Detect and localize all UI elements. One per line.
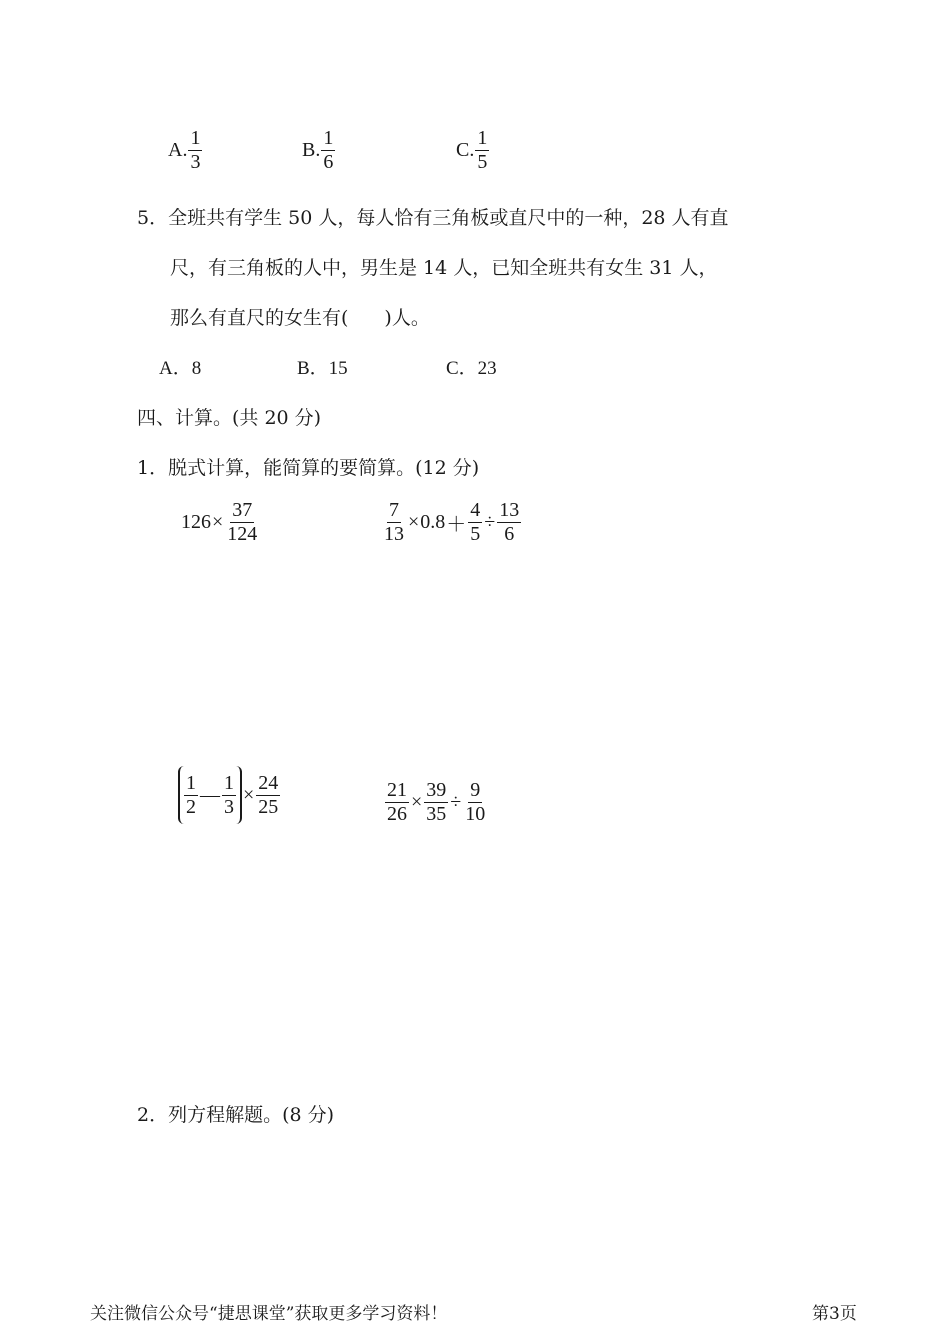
expression-3	[178, 766, 281, 824]
decimal-number: 0.8	[420, 511, 446, 533]
option-fraction: $\frac{1}{5}$	[477, 127, 488, 173]
q5-line-3	[170, 303, 430, 330]
q5-line-3-end: )人。	[384, 307, 430, 329]
fraction: $\frac{7}{13}$	[384, 499, 404, 545]
expression-4	[384, 780, 488, 825]
plus-sign: ＋	[446, 514, 467, 536]
expression-2	[381, 500, 522, 545]
q4-option-a	[168, 128, 203, 173]
fraction: $\frac{37}{124}$	[227, 499, 258, 545]
option-fraction: $\frac{1}{6}$	[323, 127, 334, 173]
divide-sign: ÷	[450, 791, 462, 813]
footer-promo-text: 关注微信公众号“捷思课堂”获取更多学习资料！	[90, 1304, 448, 1324]
fraction: $\frac{39}{35}$	[426, 779, 447, 825]
q5-line-1: 5．全班共有学生 50 人，每人恰有三角板或直尺中的一种，28 人有直	[137, 207, 729, 229]
section-4-title: 四、计算。(共 20 分)	[137, 407, 322, 429]
fraction: $\frac{1}{3}$	[224, 771, 234, 818]
q5-line-2: 尺，有三角板的人中，男生是 14 人，已知全班共有女生 31 人，	[170, 257, 718, 279]
fraction: $\frac{4}{5}$	[470, 499, 481, 545]
fraction: $\frac{1}{2}$	[186, 771, 196, 818]
fraction: $\frac{24}{25}$	[258, 771, 279, 818]
q2-title: 2．列方程解题。(8 分)	[137, 1104, 335, 1126]
parenthesized-group	[178, 766, 242, 824]
times-sign: ×	[411, 791, 423, 813]
q5-option-b: B．15	[297, 358, 348, 379]
q1-title: 1．脱式计算，能简算的要简算。(12 分)	[137, 457, 480, 479]
q5-line-3-start: 那么有直尺的女生有(	[170, 307, 349, 329]
q5-option-a: A．8	[159, 358, 202, 379]
option-fraction: $\frac{1}{3}$	[190, 127, 201, 173]
minus-sign: —	[200, 783, 220, 806]
times-sign: ×	[408, 511, 420, 533]
times-sign: ×	[243, 783, 255, 806]
expression-1	[181, 500, 260, 545]
whole-number: 126	[181, 511, 211, 533]
option-label: C.	[456, 139, 475, 161]
fraction: $\frac{13}{6}$	[499, 499, 520, 545]
page-number: 第3页	[812, 1304, 857, 1324]
q4-option-b	[302, 128, 336, 173]
fraction: $\frac{9}{10}$	[465, 779, 486, 825]
q5-option-c: C．23	[446, 358, 497, 379]
divide-sign: ÷	[484, 511, 496, 533]
times-sign: ×	[212, 511, 224, 533]
option-label: B.	[302, 139, 321, 161]
q4-option-c	[456, 128, 490, 173]
fraction: $\frac{21}{26}$	[387, 779, 407, 825]
option-label: A.	[168, 139, 188, 161]
